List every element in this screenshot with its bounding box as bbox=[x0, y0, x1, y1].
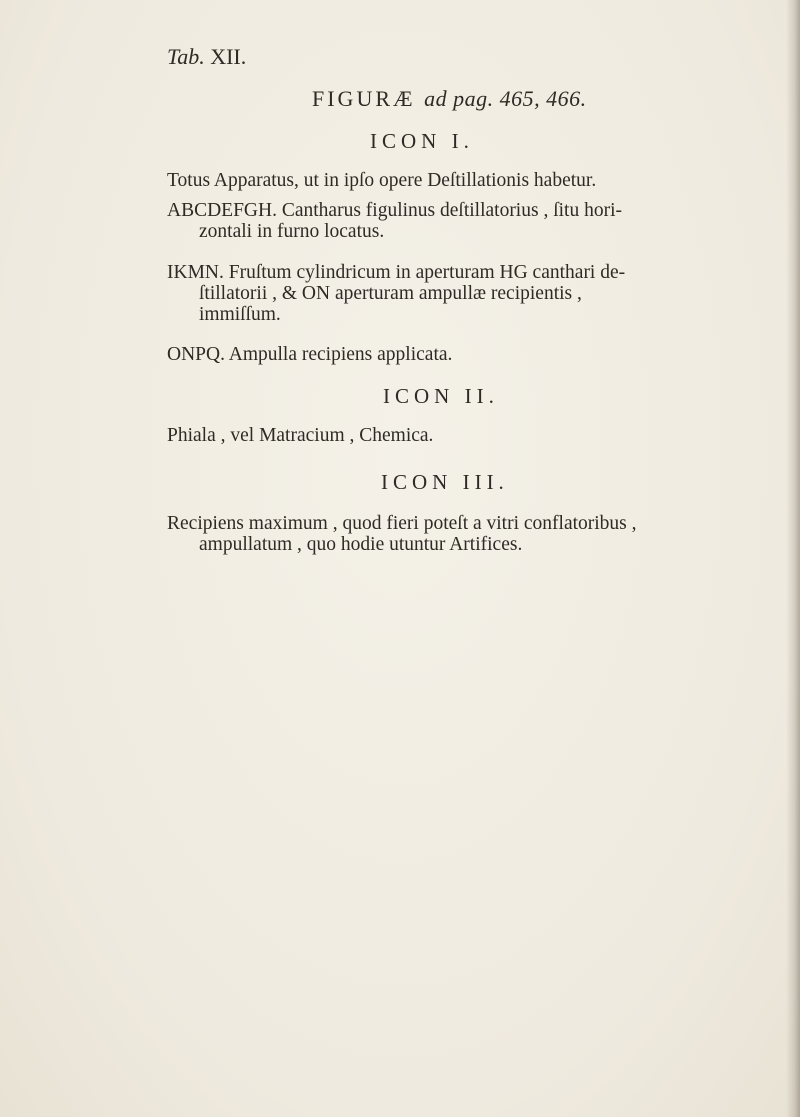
entry-line: Totus Apparatus, ut in ipſo opere Deſtillationis habetur. bbox=[167, 170, 597, 191]
page-edge-shadow bbox=[786, 0, 800, 1117]
icon-1-entry-1 bbox=[167, 170, 757, 191]
page-reference: ad pag. 465, 466. bbox=[424, 86, 587, 111]
entry-line: immiſſum. bbox=[199, 304, 281, 325]
entry-line: zontali in furno locatus. bbox=[199, 221, 385, 242]
icon-2-entry-1 bbox=[167, 425, 757, 446]
entry-line: IKMN. Fruſtum cylindricum in aperturam HG canthari de- bbox=[167, 262, 626, 283]
icon-3-heading: ICON III. bbox=[381, 470, 509, 494]
entry-line: ONPQ. Ampulla recipiens applicata. bbox=[167, 344, 453, 365]
icon-1-entry-4 bbox=[167, 344, 757, 365]
icon-1-entry-2 bbox=[167, 200, 757, 242]
figures-heading bbox=[312, 86, 587, 112]
plate-tab-prefix: Tab. bbox=[167, 44, 205, 69]
icon-3-entry-1 bbox=[167, 513, 757, 555]
icon-1-heading: ICON I. bbox=[370, 129, 474, 153]
plate-tab-number: XII. bbox=[210, 44, 247, 69]
entry-line: ABCDEFGH. Cantharus figulinus deſtillatorius , ſitu hori- bbox=[167, 200, 622, 221]
entry-line: ampullatum , quo hodie utuntur Artifices. bbox=[199, 534, 523, 555]
entry-line: Recipiens maximum , quod fieri poteſt a vitri conflatoribus , bbox=[167, 513, 637, 534]
plate-label bbox=[167, 44, 246, 70]
entry-line: ſtillatorii , & ON aperturam ampullæ recipientis , bbox=[199, 283, 582, 304]
entry-line: Phiala , vel Matracium , Chemica. bbox=[167, 425, 434, 446]
figures-title: FIGURÆ bbox=[312, 86, 416, 111]
icon-1-entry-3 bbox=[167, 262, 757, 325]
icon-2-heading: ICON II. bbox=[383, 384, 499, 408]
